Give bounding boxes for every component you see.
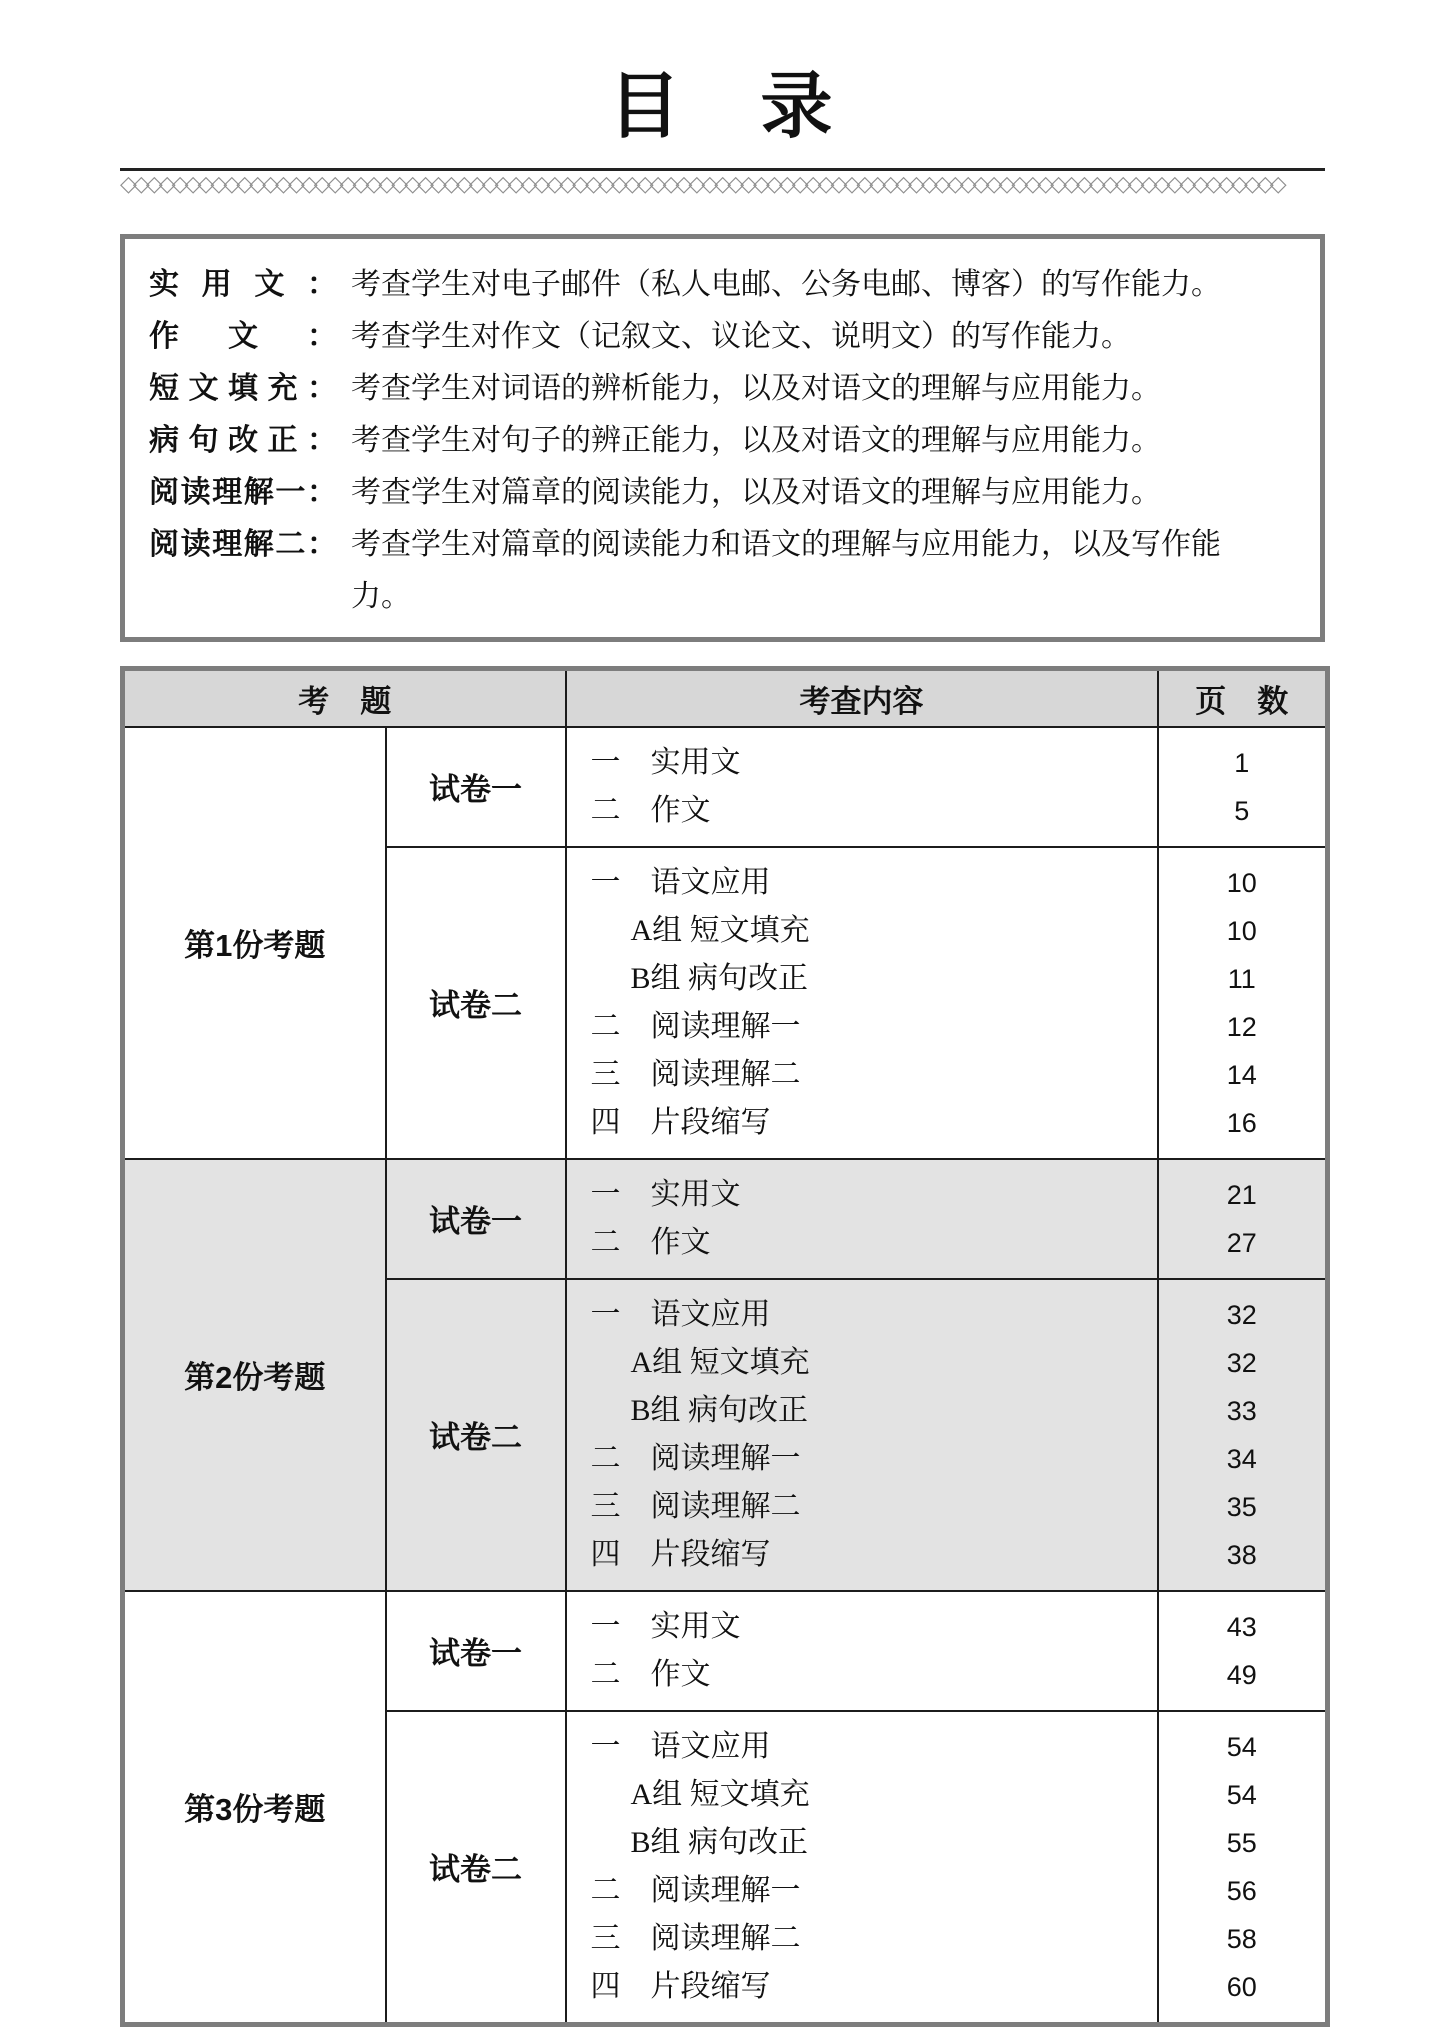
paper-name-cell: 试卷一: [386, 1159, 566, 1279]
intro-item: [149, 415, 1298, 467]
page-number: 10: [1226, 867, 1257, 898]
page-number-cell: [1158, 1279, 1328, 1591]
intro-item-label: 病句改正：: [149, 424, 337, 457]
content-line: 二 阅读理解一: [590, 1441, 801, 1475]
exam-set-cell: 第3份考题: [123, 1591, 386, 2025]
toc-table-body: [123, 727, 1328, 2025]
intro-box: [120, 234, 1325, 642]
page-number-cell: [1158, 1591, 1328, 1711]
content-line: 一 实用文: [590, 745, 741, 779]
page-number: 5: [1234, 795, 1250, 826]
content-cell: [566, 1591, 1158, 1711]
intro-item: [149, 519, 1298, 623]
content-line: 四 片段缩写: [590, 1969, 771, 2003]
content-line: 一 实用文: [590, 1177, 741, 1211]
content-line: 二 阅读理解一: [590, 1873, 801, 1907]
page-number: 14: [1226, 1059, 1257, 1090]
paper-name-cell: 试卷一: [386, 727, 566, 847]
content-cell: [566, 727, 1158, 847]
header-content: 考查内容: [566, 669, 1158, 727]
page-number: 12: [1226, 1011, 1257, 1042]
page-number: 10: [1226, 915, 1257, 946]
content-line: 二 作文: [590, 1225, 711, 1259]
content-line: 三 阅读理解二: [590, 1921, 801, 1955]
page-number: 21: [1226, 1179, 1257, 1210]
paper-name-cell: 试卷二: [386, 847, 566, 1159]
content-line: 二 作文: [590, 793, 711, 827]
page-number: 56: [1226, 1875, 1257, 1906]
content-line: A组 短文填充: [630, 913, 810, 947]
paper-name-cell: 试卷二: [386, 1711, 566, 2025]
intro-item: [149, 467, 1298, 519]
intro-item: [149, 311, 1298, 363]
page-number: 11: [1227, 963, 1256, 994]
intro-item-text: 考查学生对句子的辨正能力，以及对语文的理解与应用能力。: [351, 424, 1161, 457]
content-line: B组 病句改正: [630, 1393, 809, 1427]
content-cell: [566, 1279, 1158, 1591]
content-line: A组 短文填充: [630, 1777, 810, 1811]
page-number: 58: [1226, 1923, 1257, 1954]
page-title: 目 录: [608, 67, 837, 147]
intro-item-text: 考查学生对篇章的阅读能力和语文的理解与应用能力，以及写作能力。: [351, 528, 1221, 613]
content-line: 二 作文: [590, 1657, 711, 1691]
intro-item-label: 实用文：: [149, 268, 337, 301]
page-number: 38: [1226, 1539, 1257, 1570]
table-row: [123, 1159, 1328, 1279]
intro-item-text: 考查学生对词语的辨析能力，以及对语文的理解与应用能力。: [351, 372, 1161, 405]
table-header-row: [123, 669, 1328, 727]
content-line: 一 实用文: [590, 1609, 741, 1643]
table-row: [123, 727, 1328, 847]
diamond-ornament: ◇◇◇◇◇◇◇◇◇◇◇◇◇◇◇◇◇◇◇◇◇◇◇◇◇◇◇◇◇◇◇◇◇◇◇◇◇◇◇◇◇◇◇◇◇◇◇◇◇◇◇◇◇◇◇◇◇◇◇◇◇◇◇◇◇◇◇◇◇◇◇◇◇◇◇◇◇◇◇◇◇◇◇◇◇◇◇◇◇◇: [120, 172, 1283, 196]
intro-item-label: 阅读理解二：: [149, 528, 337, 561]
intro-item-text: 考查学生对电子邮件（私人电邮、公务电邮、博客）的写作能力。: [351, 268, 1221, 301]
content-cell: [566, 847, 1158, 1159]
content-line: 四 片段缩写: [590, 1105, 771, 1139]
table-row: [123, 1591, 1328, 1711]
page-number: 60: [1226, 1971, 1257, 2002]
page-number: 54: [1226, 1731, 1257, 1762]
paper-name-cell: 试卷二: [386, 1279, 566, 1591]
intro-item: [149, 363, 1298, 415]
intro-item-label: 阅读理解一：: [149, 476, 337, 509]
content-line: 四 片段缩写: [590, 1537, 771, 1571]
page-number: 54: [1226, 1779, 1257, 1810]
content-line: A组 短文填充: [630, 1345, 810, 1379]
content-line: 一 语文应用: [590, 865, 771, 899]
page-number-cell: [1158, 1711, 1328, 2025]
paper-name-cell: 试卷一: [386, 1591, 566, 1711]
toc-table: [120, 666, 1330, 2027]
page-number-cell: [1158, 847, 1328, 1159]
page-number: 43: [1226, 1611, 1257, 1642]
page-number: 16: [1226, 1107, 1257, 1138]
page-number: 34: [1226, 1443, 1257, 1474]
header-page: 页 数: [1158, 669, 1328, 727]
exam-set-cell: 第2份考题: [123, 1159, 386, 1591]
page-number: 32: [1226, 1347, 1257, 1378]
content-line: B组 病句改正: [630, 961, 809, 995]
toc-page: [120, 0, 1325, 2027]
page-number: 32: [1226, 1299, 1257, 1330]
content-line: B组 病句改正: [630, 1825, 809, 1859]
page-number-cell: [1158, 727, 1328, 847]
page-number: 49: [1226, 1659, 1257, 1690]
intro-item-text: 考查学生对作文（记叙文、议论文、说明文）的写作能力。: [351, 320, 1131, 353]
content-line: 一 语文应用: [590, 1297, 771, 1331]
intro-item-label: 短文填充：: [149, 372, 337, 405]
content-line: 二 阅读理解一: [590, 1009, 801, 1043]
content-cell: [566, 1159, 1158, 1279]
intro-item: [149, 259, 1298, 311]
page-number: 55: [1226, 1827, 1257, 1858]
content-line: 一 语文应用: [590, 1729, 771, 1763]
intro-item-text: 考查学生对篇章的阅读能力，以及对语文的理解与应用能力。: [351, 476, 1161, 509]
content-cell: [566, 1711, 1158, 2025]
page-number: 35: [1226, 1491, 1257, 1522]
page-number: 1: [1234, 747, 1250, 778]
title-divider-line: [120, 168, 1325, 171]
page-number: 33: [1226, 1395, 1257, 1426]
page-number: 27: [1226, 1227, 1257, 1258]
intro-item-label: 作文：: [149, 320, 337, 353]
exam-set-cell: 第1份考题: [123, 727, 386, 1159]
content-line: 三 阅读理解二: [590, 1057, 801, 1091]
header-exam: 考 题: [123, 669, 566, 727]
content-line: 三 阅读理解二: [590, 1489, 801, 1523]
page-number-cell: [1158, 1159, 1328, 1279]
